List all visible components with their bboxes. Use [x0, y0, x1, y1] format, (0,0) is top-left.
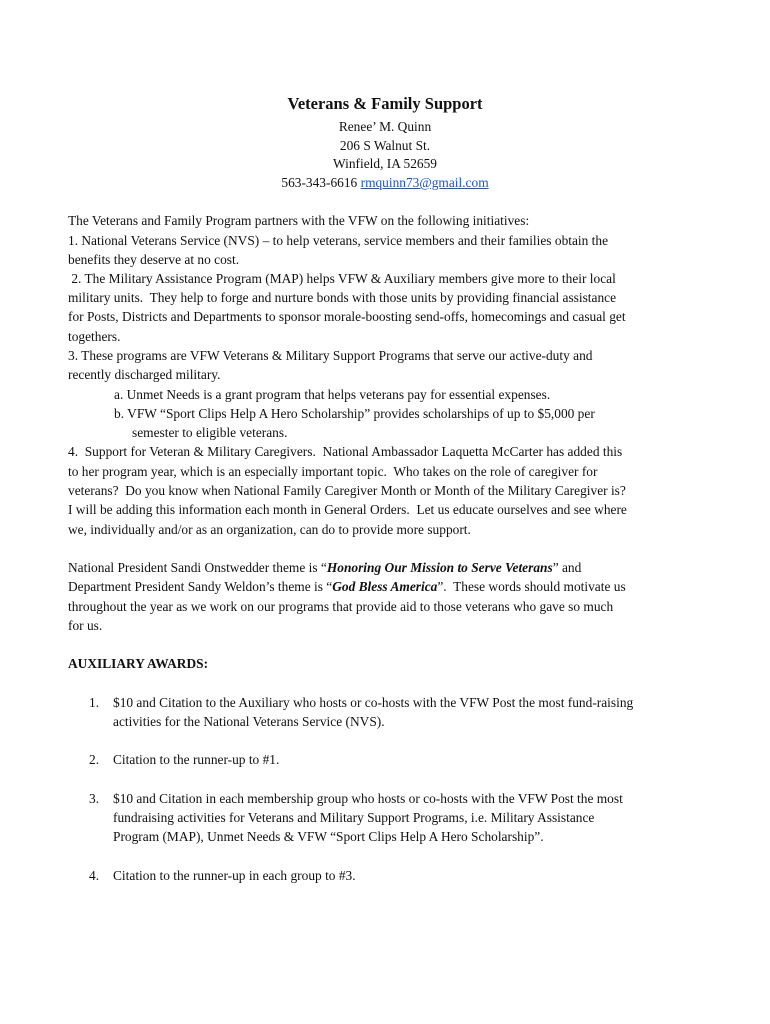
phone-number: 563-343-6616 — [281, 175, 358, 190]
award-text: Citation to the runner-up in each group to #3. — [113, 868, 356, 883]
national-theme: Honoring Our Mission to Serve Veterans — [326, 560, 553, 575]
caregiver-line: 4. Support for Veteran & Military Caregivers. National Ambassador Laquetta McCarter has added this — [68, 444, 623, 459]
document-title: Veterans & Family Support — [287, 94, 483, 113]
department-theme: God Bless America — [332, 579, 438, 594]
caregiver-line: we, individually and/or as an organization, can do to provide more support. — [68, 522, 471, 537]
intro-line: The Veterans and Family Program partners with the VFW on the following initiatives: — [68, 213, 530, 228]
caregiver-line: I will be adding this information each month in General Orders. Let us educate ourselves and see where — [68, 502, 627, 517]
award-text: Citation to the runner-up to #1. — [113, 752, 280, 767]
subitem-unmet-needs: a. Unmet Needs is a grant program that helps veterans pay for essential expenses. — [114, 387, 551, 402]
award-number: 4. — [89, 868, 100, 883]
caregiver-line: veterans? Do you know when National Family Caregiver Month or Month of the Military Caregiver is? — [68, 483, 626, 498]
award-number: 1. — [89, 695, 100, 710]
intro-line: 2. The Military Assistance Program (MAP) helps VFW & Auxiliary members give more to their local — [68, 271, 616, 286]
awards-heading: AUXILIARY AWARDS: — [68, 656, 209, 671]
award-text: $10 and Citation in each membership group who hosts or co-hosts with the VFW Post the most — [113, 791, 623, 806]
street-address: 206 S Walnut St. — [339, 138, 431, 153]
theme-line-department: Department President Sandy Weldon’s theme is “God Bless America”. These words should motivate us — [68, 579, 626, 594]
intro-line: 3. These programs are VFW Veterans & Military Support Programs that serve our active-duty and — [68, 348, 593, 363]
author-name: Renee’ M. Quinn — [338, 119, 432, 134]
intro-line: for Posts, Districts and Departments to sponsor morale-boosting send-offs, homecomings and casual get — [68, 309, 626, 324]
intro-line: recently discharged military. — [68, 367, 221, 382]
subitem-scholarship-cont: semester to eligible veterans. — [132, 425, 288, 440]
city-state-zip: Winfield, IA 52659 — [333, 156, 437, 171]
intro-line: benefits they deserve at no cost. — [68, 252, 240, 267]
award-text: Program (MAP), Unmet Needs & VFW “Sport Clips Help A Hero Scholarship”. — [113, 829, 544, 844]
caregiver-line: to her program year, which is an especially important topic. Who takes on the role of caregiver for — [68, 464, 598, 479]
award-number: 3. — [89, 791, 100, 806]
intro-line: togethers. — [68, 329, 121, 344]
theme-line: throughout the year as we work on our programs that provide aid to those veterans who gave so much — [68, 599, 614, 614]
theme-line-national: National President Sandi Onstwedder theme is “Honoring Our Mission to Serve Veterans” and — [68, 560, 582, 575]
award-text: $10 and Citation to the Auxiliary who hosts or co-hosts with the VFW Post the most fund-raising — [113, 695, 634, 710]
contact-line — [0, 173, 770, 192]
intro-line: 1. National Veterans Service (NVS) – to help veterans, service members and their families obtain the — [68, 233, 609, 248]
award-text: activities for the National Veterans Service (NVS). — [113, 714, 385, 729]
theme-line: for us. — [68, 618, 103, 633]
award-number: 2. — [89, 752, 100, 767]
intro-line: military units. They help to forge and nurture bonds with those units by providing financial assistance — [68, 290, 617, 305]
subitem-scholarship: b. VFW “Sport Clips Help A Hero Scholarship” provides scholarships of up to $5,000 per — [114, 406, 595, 421]
email-link[interactable]: rmquinn73@gmail.com — [360, 175, 489, 190]
award-text: fundraising activities for Veterans and Military Support Programs, i.e. Military Assistance — [113, 810, 595, 825]
